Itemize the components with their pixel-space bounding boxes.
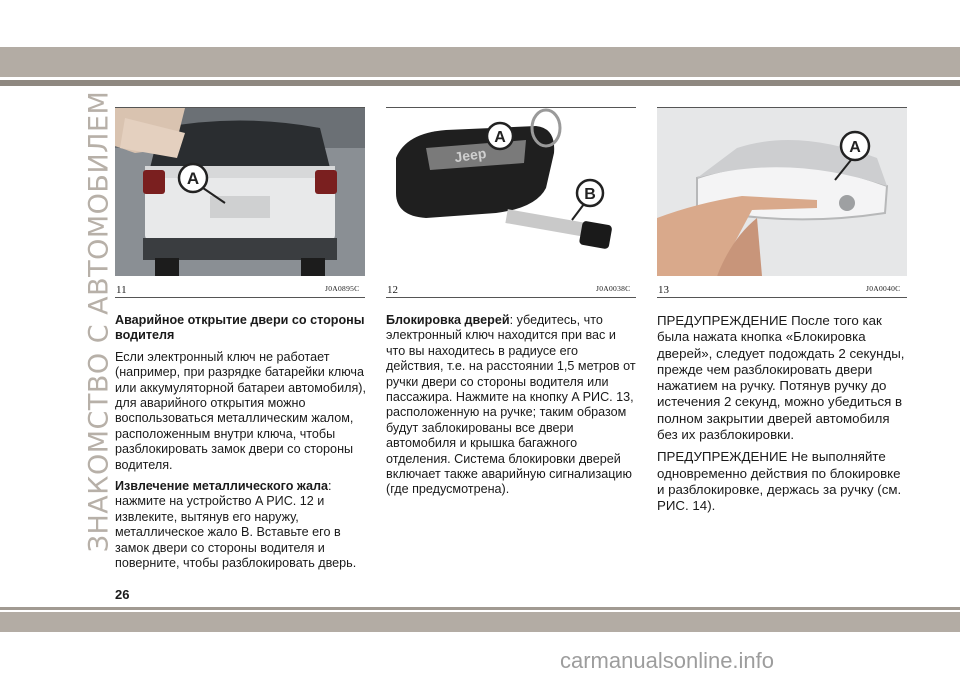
- figure-rule-bottom: [657, 297, 907, 298]
- section-heading: Аварийное открытие двери со стороны водителя: [115, 313, 365, 343]
- run-in-heading: Извлечение металлического жала: [115, 479, 328, 494]
- section-side-title: [83, 90, 115, 552]
- bottom-band: [0, 612, 960, 632]
- svg-text:A: A: [849, 139, 861, 156]
- top-band: [0, 47, 960, 77]
- paragraph: [386, 313, 638, 498]
- watermark: carmanualsonline.info: [560, 648, 775, 673]
- text-column-1: [115, 313, 367, 578]
- bottom-band-stripe: [0, 607, 960, 610]
- figure-rule-bottom: [386, 297, 636, 298]
- figure-11-number: 11: [116, 284, 127, 296]
- paragraph-text: : убедитесь, что электронный ключ находится при вас и что вы находитесь в радиусе его действия, т.е. на расстоянии 1,5 метров от ручки двери со стороны водителя или пассажира. Нажмите на кнопку A РИС. 13, расположенную на ручке; таким образом будут заблокированы все двери автомобиля и крышка багажного отделения. Система блокировки дверей включает также аварийную сигнализацию (где предусмотрена).: [386, 313, 636, 497]
- figure-rule-bottom: [115, 297, 365, 298]
- figure-13-code: J0A0040C: [866, 284, 901, 293]
- figure-11-code: J0A0895C: [325, 284, 360, 293]
- text-column-3: [657, 313, 909, 521]
- run-in-heading: Блокировка дверей: [386, 313, 510, 327]
- svg-text:A: A: [186, 169, 200, 188]
- figure-13-photo: [657, 108, 907, 276]
- top-band-stripe: [0, 80, 960, 86]
- figure-11-photo: [115, 108, 365, 276]
- paragraph-text: : нажмите на устройство A РИС. 12 и извлеките, вытянув его наружу, металлическое жало B. Вставьте его в замок двери со стороны водителя и поверните, чтобы разблокировать дверь.: [115, 479, 357, 571]
- paragraph: Если электронный ключ не работает (например, при разрядке батарейки ключа или аккумуляторной батареи автомобиля), для аварийного открытия можно воспользоваться металлическим жалом, расположенным внутри ключа, чтобы разблокировать замок двери со стороны водителя.: [115, 349, 366, 472]
- figure-12-photo: [386, 108, 636, 276]
- warning-paragraph: ПРЕДУПРЕЖДЕНИЕ Не выполняйте одновременно действия по блокировке и разблокировке, держась за ручку (см. РИС. 14).: [657, 449, 902, 514]
- warning-paragraph: ПРЕДУПРЕЖДЕНИЕ После того как была нажата кнопка «Блокировка дверей», следует подождать 2 секунды, прежде чем разблокировать двери нажатием на ручку. Потянув ручку до истечения 2 секунд, можно убедиться в полном закрытии дверей автомобиля без их разблокировки.: [657, 313, 905, 443]
- svg-text:B: B: [584, 186, 596, 203]
- svg-text:Jeep: Jeep: [453, 144, 488, 166]
- paragraph: [115, 479, 367, 571]
- figure-12-number: 12: [387, 284, 398, 296]
- figure-12-code: J0A0038C: [596, 284, 631, 293]
- text-column-2: [386, 313, 638, 504]
- figure-13-number: 13: [658, 284, 669, 296]
- side-title-text: ЗНАКОМСТВО С АВТОМОБИЛЕМ: [83, 90, 115, 552]
- svg-text:A: A: [494, 129, 506, 146]
- page-number: 26: [115, 587, 130, 602]
